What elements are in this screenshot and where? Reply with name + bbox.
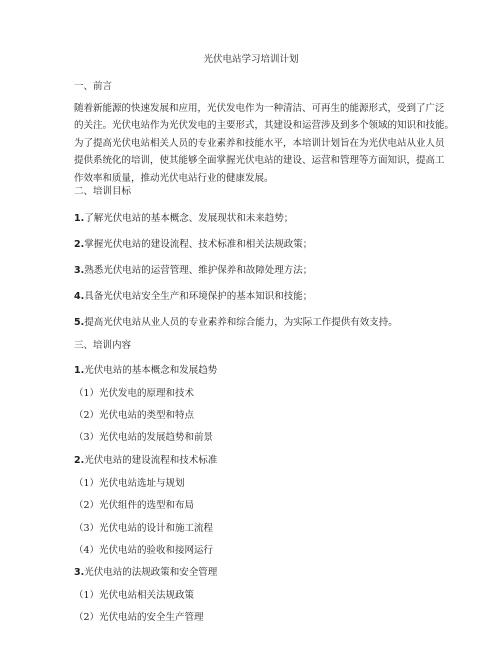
content-group-title bbox=[74, 364, 217, 378]
content-group-number: 1. bbox=[74, 365, 85, 376]
section-heading-content: 三、培训内容 bbox=[74, 340, 132, 351]
paragraph-line: 为了提高光伏电站相关人员的专业素养和技能水平，本培训计划旨在为光伏电站从业人员 bbox=[74, 137, 445, 149]
content-subitem: （3）光伏电站的发展趋势和前景 bbox=[74, 432, 214, 443]
paragraph-line: 提供系统化的培训，使其能够全面掌握光伏电站的建设、运营和管理等方面知识，提高工 bbox=[74, 155, 445, 167]
content-subitem: （3）光伏电站的设计和施工流程 bbox=[74, 523, 214, 534]
content-subitem: （2）光伏电站的安全生产管理 bbox=[74, 612, 204, 623]
objective-item bbox=[74, 238, 312, 252]
document-title: 光伏电站学习培训计划 bbox=[203, 54, 299, 65]
content-group-text: 光伏电站的法规政策和安全管理 bbox=[84, 567, 218, 578]
content-group-title bbox=[74, 454, 217, 468]
content-group-title bbox=[74, 566, 217, 580]
content-subitem: （4）光伏电站的验收和接网运行 bbox=[74, 545, 214, 556]
objective-text: 熟悉光伏电站的运营管理、维护保养和故障处理方法； bbox=[84, 265, 313, 276]
section-heading-preface: 一、前言 bbox=[74, 81, 113, 92]
paragraph-line: 的关注。光伏电站作为光伏发电的主要形式，其建设和运营涉及到多个领域的知识和技能。 bbox=[74, 120, 455, 132]
content-group-text: 光伏电站的建设流程和技术标准 bbox=[84, 455, 218, 466]
content-group-number: 2. bbox=[74, 455, 85, 466]
content-group-text: 光伏电站的基本概念和发展趋势 bbox=[84, 365, 218, 376]
objective-number: 2. bbox=[74, 239, 85, 250]
content-group-number: 3. bbox=[74, 567, 85, 578]
content-subitem: （1）光伏电站选址与规划 bbox=[74, 478, 185, 489]
objective-item bbox=[74, 316, 398, 330]
paragraph-line: 作效率和质量，推动光伏电站行业的健康发展。 bbox=[74, 172, 274, 184]
content-subitem: （1）光伏发电的原理和技术 bbox=[74, 388, 195, 399]
preface-paragraph bbox=[74, 100, 455, 187]
paragraph-line: 随着新能源的快速发展和应用，光伏发电作为一种清洁、可再生的能源形式，受到了广泛 bbox=[74, 103, 445, 114]
objective-number: 1. bbox=[74, 213, 85, 224]
content-subitem: （2）光伏电站的类型和特点 bbox=[74, 410, 195, 421]
objective-text: 了解光伏电站的基本概念、发展现状和未来趋势； bbox=[84, 213, 294, 224]
objective-text: 具备光伏电站安全生产和环境保护的基本知识和技能； bbox=[84, 291, 313, 302]
objective-item bbox=[74, 212, 293, 226]
section-heading-objectives: 二、培训目标 bbox=[74, 186, 132, 197]
objective-number: 3. bbox=[74, 265, 85, 276]
objective-number: 4. bbox=[74, 291, 85, 302]
objective-item bbox=[74, 290, 312, 304]
objective-item bbox=[74, 264, 312, 278]
content-subitem: （2）光伏组件的选型和布局 bbox=[74, 500, 195, 511]
objective-text: 掌握光伏电站的建设流程、技术标准和相关法规政策； bbox=[84, 239, 313, 250]
content-subitem: （1）光伏电站相关法规政策 bbox=[74, 590, 195, 601]
objective-text: 提高光伏电站从业人员的专业素养和综合能力，为实际工作提供有效支持。 bbox=[84, 317, 398, 328]
objective-number: 5. bbox=[74, 317, 85, 328]
